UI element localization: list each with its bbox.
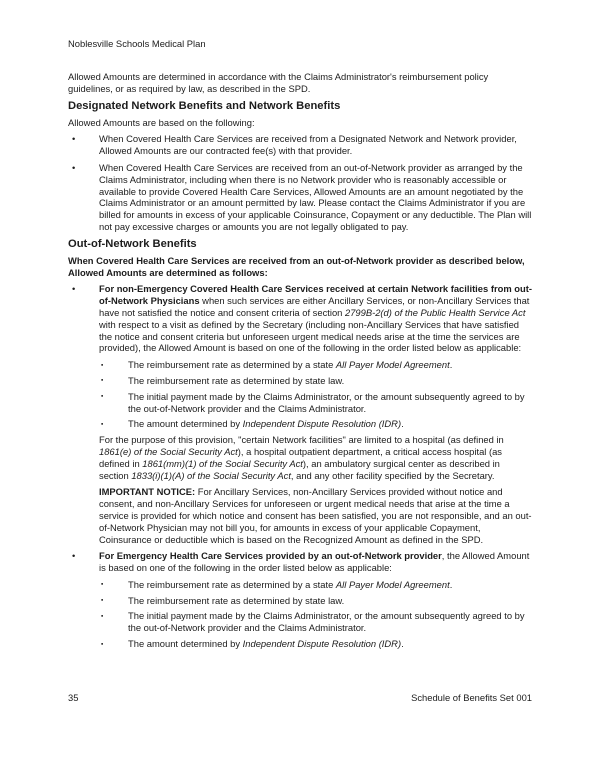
text-run: Allowed Amounts are determined in accordance with the Claims Administrator's reimbursement policy guidelines, or as required by law, as described in the SPD. [68,71,489,94]
bullet-text [128,375,344,386]
text-run: For Emergency Health Care Services provided by an out-of-Network provider [99,550,442,562]
text-run: Allowed Amounts are based on the following: [68,116,255,128]
text-run: . [401,418,404,430]
bullet-text [128,610,525,633]
bullet-icon: • [72,283,76,295]
intro-paragraph [68,71,532,95]
text-run: When Covered Health Care Services are received from a Designated Network and Network provider, Allowed Amounts are our contracted fee(s) with that provider. [99,133,517,157]
text-run: . [449,578,453,590]
square-bullet-icon: ▪ [101,581,104,589]
text-run: The reimbursement rate as determined by state law. [128,594,345,606]
text-run: For non-Emergency Covered Health Care Services received at certain Network facilities from out-of-Network Physicians [99,283,532,307]
text-run: ), a hospital outpatient department, a critical access hospital (as defined in [99,445,502,469]
text-run: The initial payment made by the Claims Administrator, or the amount subsequently agreed to by the out-of-Network provider and the Claims Administrator. [128,610,525,634]
text-run: The reimbursement rate as determined by state law. [128,374,345,386]
page-footer [68,692,532,704]
text-run: when such services are either Ancillary Services, or non-Ancillary Services that have not satisfied the notice and consent criteria of section [99,295,530,318]
square-bullet-icon: ▪ [101,377,104,385]
out-of-network-lead-paragraph [68,255,532,279]
text-run: IMPORTANT NOTICE: [99,486,198,498]
bullet-icon: • [72,133,76,145]
text-run: ), an ambulatory surgical center as described in section [99,457,500,481]
sub-bullet-state-law [68,595,532,607]
footer-page-number: 35 [68,692,79,703]
square-bullet-icon: ▪ [101,361,104,369]
heading-designated-network-benefits [68,100,532,113]
text-run: The amount determined by [128,638,243,650]
bullet-designated-network-provider [68,133,532,157]
sub-bullet-all-payer-model [68,359,532,371]
page-header [68,38,532,50]
bullet-text [128,579,452,590]
text-run: The initial payment made by the Claims Administrator, or the amount subsequently agreed to by the out-of-Network provider and the Claims Administrator. [128,390,525,414]
sub-bullet-initial-payment [68,391,532,415]
sub-bullet-all-payer-model [68,579,532,591]
text-run: with respect to a visit as defined by the Secretary (including non-Ancillary Services that have satisfied the notice and consent criteria but unforeseen urgent medical needs arise at the time the services are provided), the Allowed Amount is based on one of the following in the order listed below as applicable: [99,318,522,354]
square-bullet-icon: ▪ [101,393,104,401]
text-run: All Payer Model Agreement [335,359,450,371]
text-run: For Ancillary Services, non-Ancillary Services provided without notice and consent, and non-Ancillary Services for unforeseen or urgent medical needs that arise at the time a service is provided for which notice and consent has been satisfied, you are not responsible, and an out-of-Network Physician may not bill you, for amounts in excess of your applicable Copayment, Coinsurance or deductible which is based on the Recognized Amount as defined in the SPD. [99,486,532,545]
text-run: Designated Network Benefits and Network Benefits [68,99,341,112]
text-run: The reimbursement rate as determined by a state [128,578,336,590]
text-run: The reimbursement rate as determined by a state [128,359,336,371]
sub-bullet-initial-payment [68,610,532,634]
text-run: , the Allowed Amount is based on one of the following in the order listed below as applicable: [99,550,530,574]
text-run: 1861(e) of the Social Security Act [99,445,238,457]
heading-out-of-network-benefits [68,238,532,251]
text-run: 1861(mm)(1) of the Social Security Act [142,457,303,469]
sub-bullet-idr [68,418,532,430]
text-run: . [401,638,404,650]
text-run: When Covered Health Care Services are received from an out-of-Network provider as described below, Allowed Amounts are determined as follows: [68,254,525,278]
bullet-icon: • [72,550,76,562]
bullet-text [128,359,452,370]
bullet-text [128,638,404,649]
square-bullet-icon: ▪ [101,420,104,428]
bullet-non-emergency-services [68,283,532,354]
text-run: 1833(i)(1)(A) of the Social Security Act [131,469,291,481]
text-run: The amount determined by [128,418,243,430]
text-run: , and any other facility specified by the Secretary. [290,469,495,481]
text-run: For the purpose of this provision, "certain Network facilities" are limited to a hospital (as defined in [99,434,504,446]
designated-network-lead-paragraph [68,117,532,129]
bullet-icon: • [72,161,76,173]
bullet-text [99,162,531,232]
bullet-text [99,550,529,573]
bullet-text [128,595,344,606]
text-run: When Covered Health Care Services are received from an out-of-Network provider as arranged by the Claims Administrator, including when there is no Network provider who is reasonably accessible or available to provide Covered Health Care Services, Allowed Amounts are an amount negotiated by the Claims Administrator or an amount permitted by law. Please contact the Claims Administrator if you are billed for amounts in excess of your applicable Coinsurance, Copayment or any deductible. The Plan will not pay excessive charges or amounts you are not legally obligated to pay. [99,161,532,232]
bullet-text [99,283,532,353]
bullet-text [99,133,517,156]
bullet-text [128,418,404,429]
sub-bullet-idr [68,638,532,650]
footer-document-label: Schedule of Benefits Set 001 [411,692,532,703]
bullet-emergency-services [68,550,532,574]
text-run: All Payer Model Agreement [335,578,450,590]
important-notice-paragraph [68,486,532,545]
square-bullet-icon: ▪ [101,612,104,620]
square-bullet-icon: ▪ [101,597,104,605]
document-content [68,71,532,654]
text-run: . [449,359,453,371]
text-run: Independent Dispute Resolution (IDR) [242,418,402,430]
text-run: Out-of-Network Benefits [68,237,197,250]
square-bullet-icon: ▪ [101,640,104,648]
sub-bullet-state-law [68,375,532,387]
certain-network-facilities-paragraph [68,434,532,481]
bullet-out-of-network-arranged [68,162,532,233]
header-title: Noblesville Schools Medical Plan [68,38,206,49]
text-run: Independent Dispute Resolution (IDR) [242,638,402,650]
bullet-text [128,391,525,414]
text-run: 2799B-2(d) of the Public Health Service Act [344,306,526,318]
